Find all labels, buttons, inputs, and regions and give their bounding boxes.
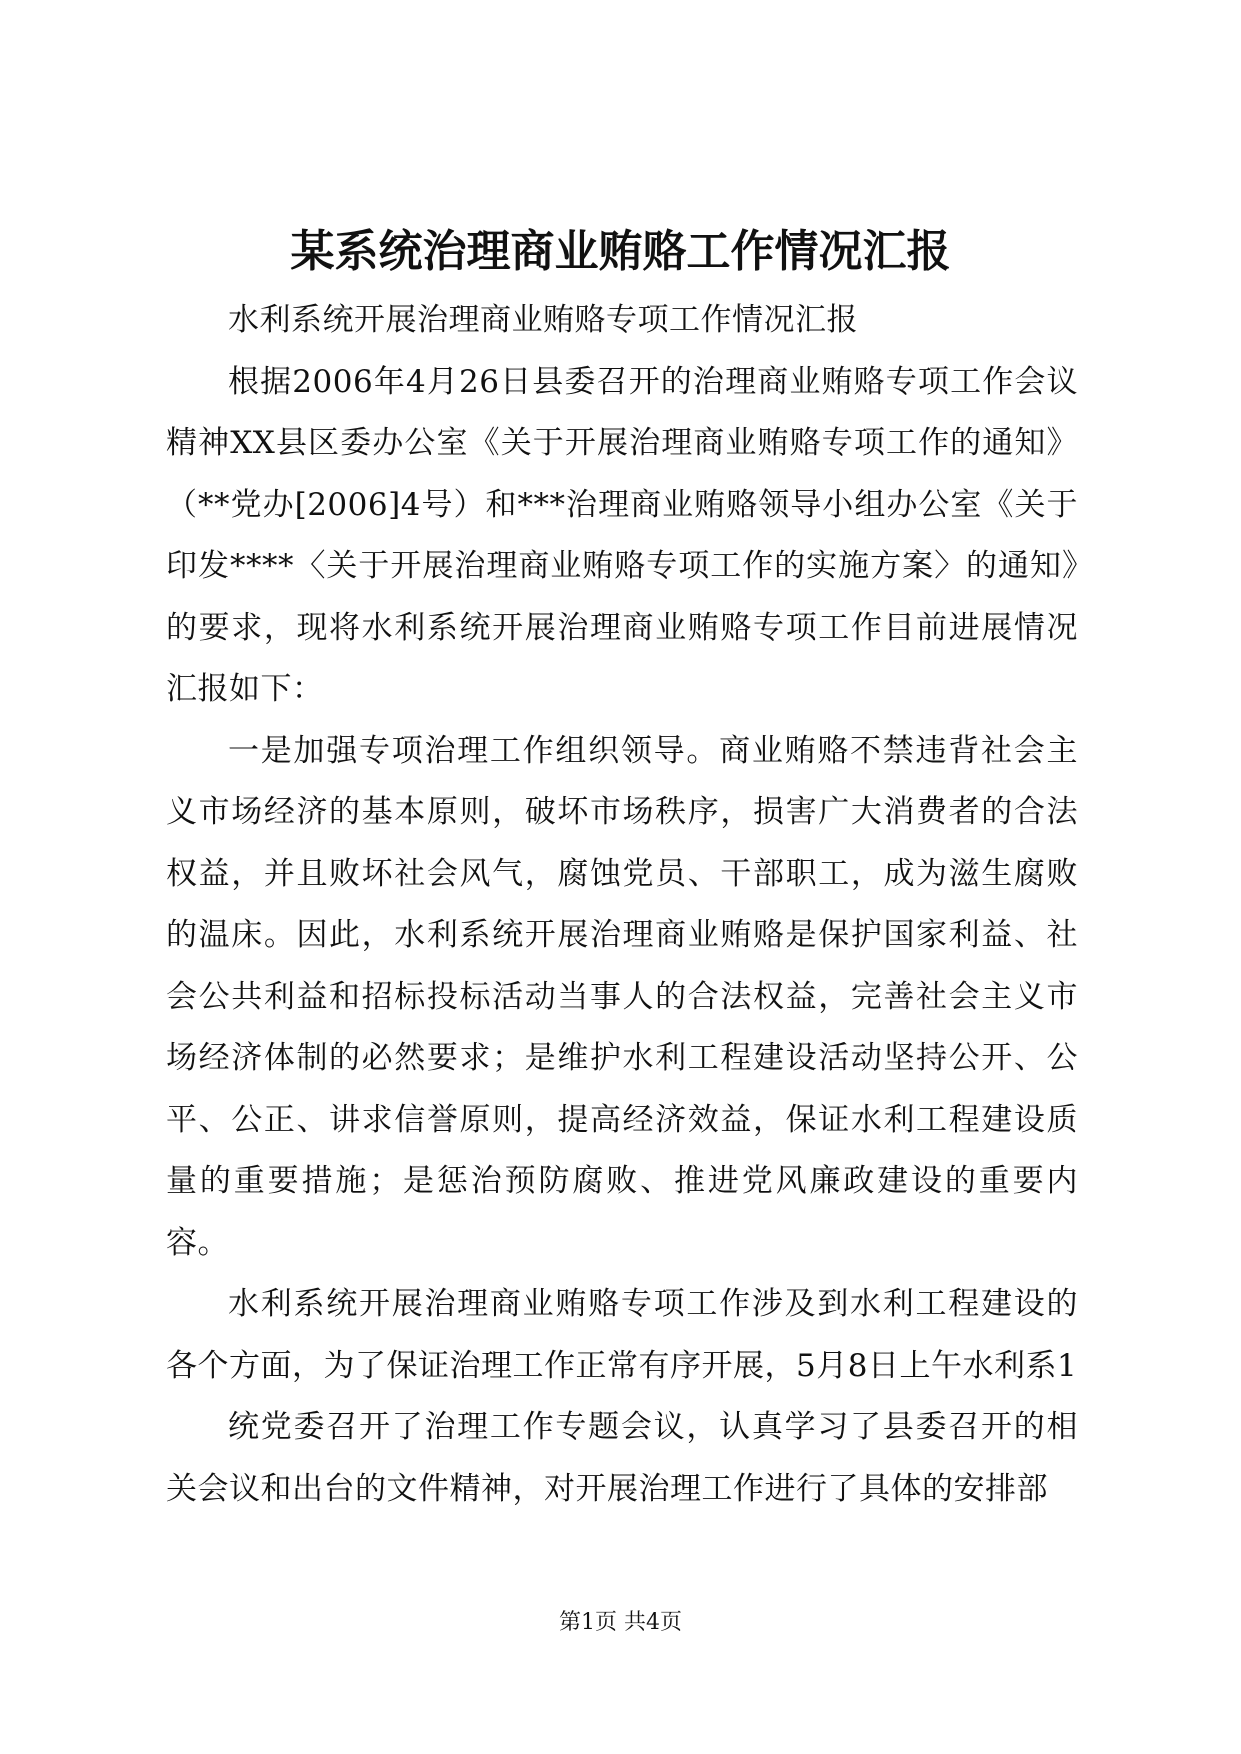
paragraph-scope: 水利系统开展治理商业贿赂专项工作涉及到水利工程建设的各个方面，为了保证治理工作正常有序开展，5月8日上午水利系1 bbox=[166, 1286, 1078, 1384]
paragraph-intro: 根据2006年4月26日县委召开的治理商业贿赂专项工作会议精神XX县区委办公室《关于开展治理商业贿赂专项工作的通知》（**党办[2006]4号）和***治理商业贿赂领导小组办公室《关于印发****〈关于开展治理商业贿赂专项工作的实施方案〉的通知》的要求，现将水利系统开展治理商业贿赂专项工作目前进展情况汇报如下： bbox=[166, 363, 1078, 707]
document-body bbox=[166, 290, 1078, 1520]
paragraph-heading: 水利系统开展治理商业贿赂专项工作情况汇报 bbox=[228, 302, 858, 338]
page-footer: 第1页 共4页 bbox=[559, 1610, 682, 1635]
paragraph-meeting: 统党委召开了治理工作专题会议，认真学习了县委召开的相关会议和出台的文件精神，对开展治理工作进行了具体的安排部 bbox=[166, 1409, 1078, 1507]
document-title: 某系统治理商业贿赂工作情况汇报 bbox=[290, 226, 951, 277]
paragraph-point-one: 一是加强专项治理工作组织领导。商业贿赂不禁违背社会主义市场经济的基本原则，破坏市场秩序，损害广大消费者的合法权益，并且败坏社会风气，腐蚀党员、干部职工，成为滋生腐败的温床。因此，水利系统开展治理商业贿赂是保护国家利益、社会公共利益和招标投标活动当事人的合法权益，完善社会主义市场经济体制的必然要求；是维护水利工程建设活动坚持公开、公平、公正、讲求信誉原则，提高经济效益，保证水利工程建设质量的重要措施；是惩治预防腐败、推进党风廉政建设的重要内容。 bbox=[166, 732, 1078, 1261]
